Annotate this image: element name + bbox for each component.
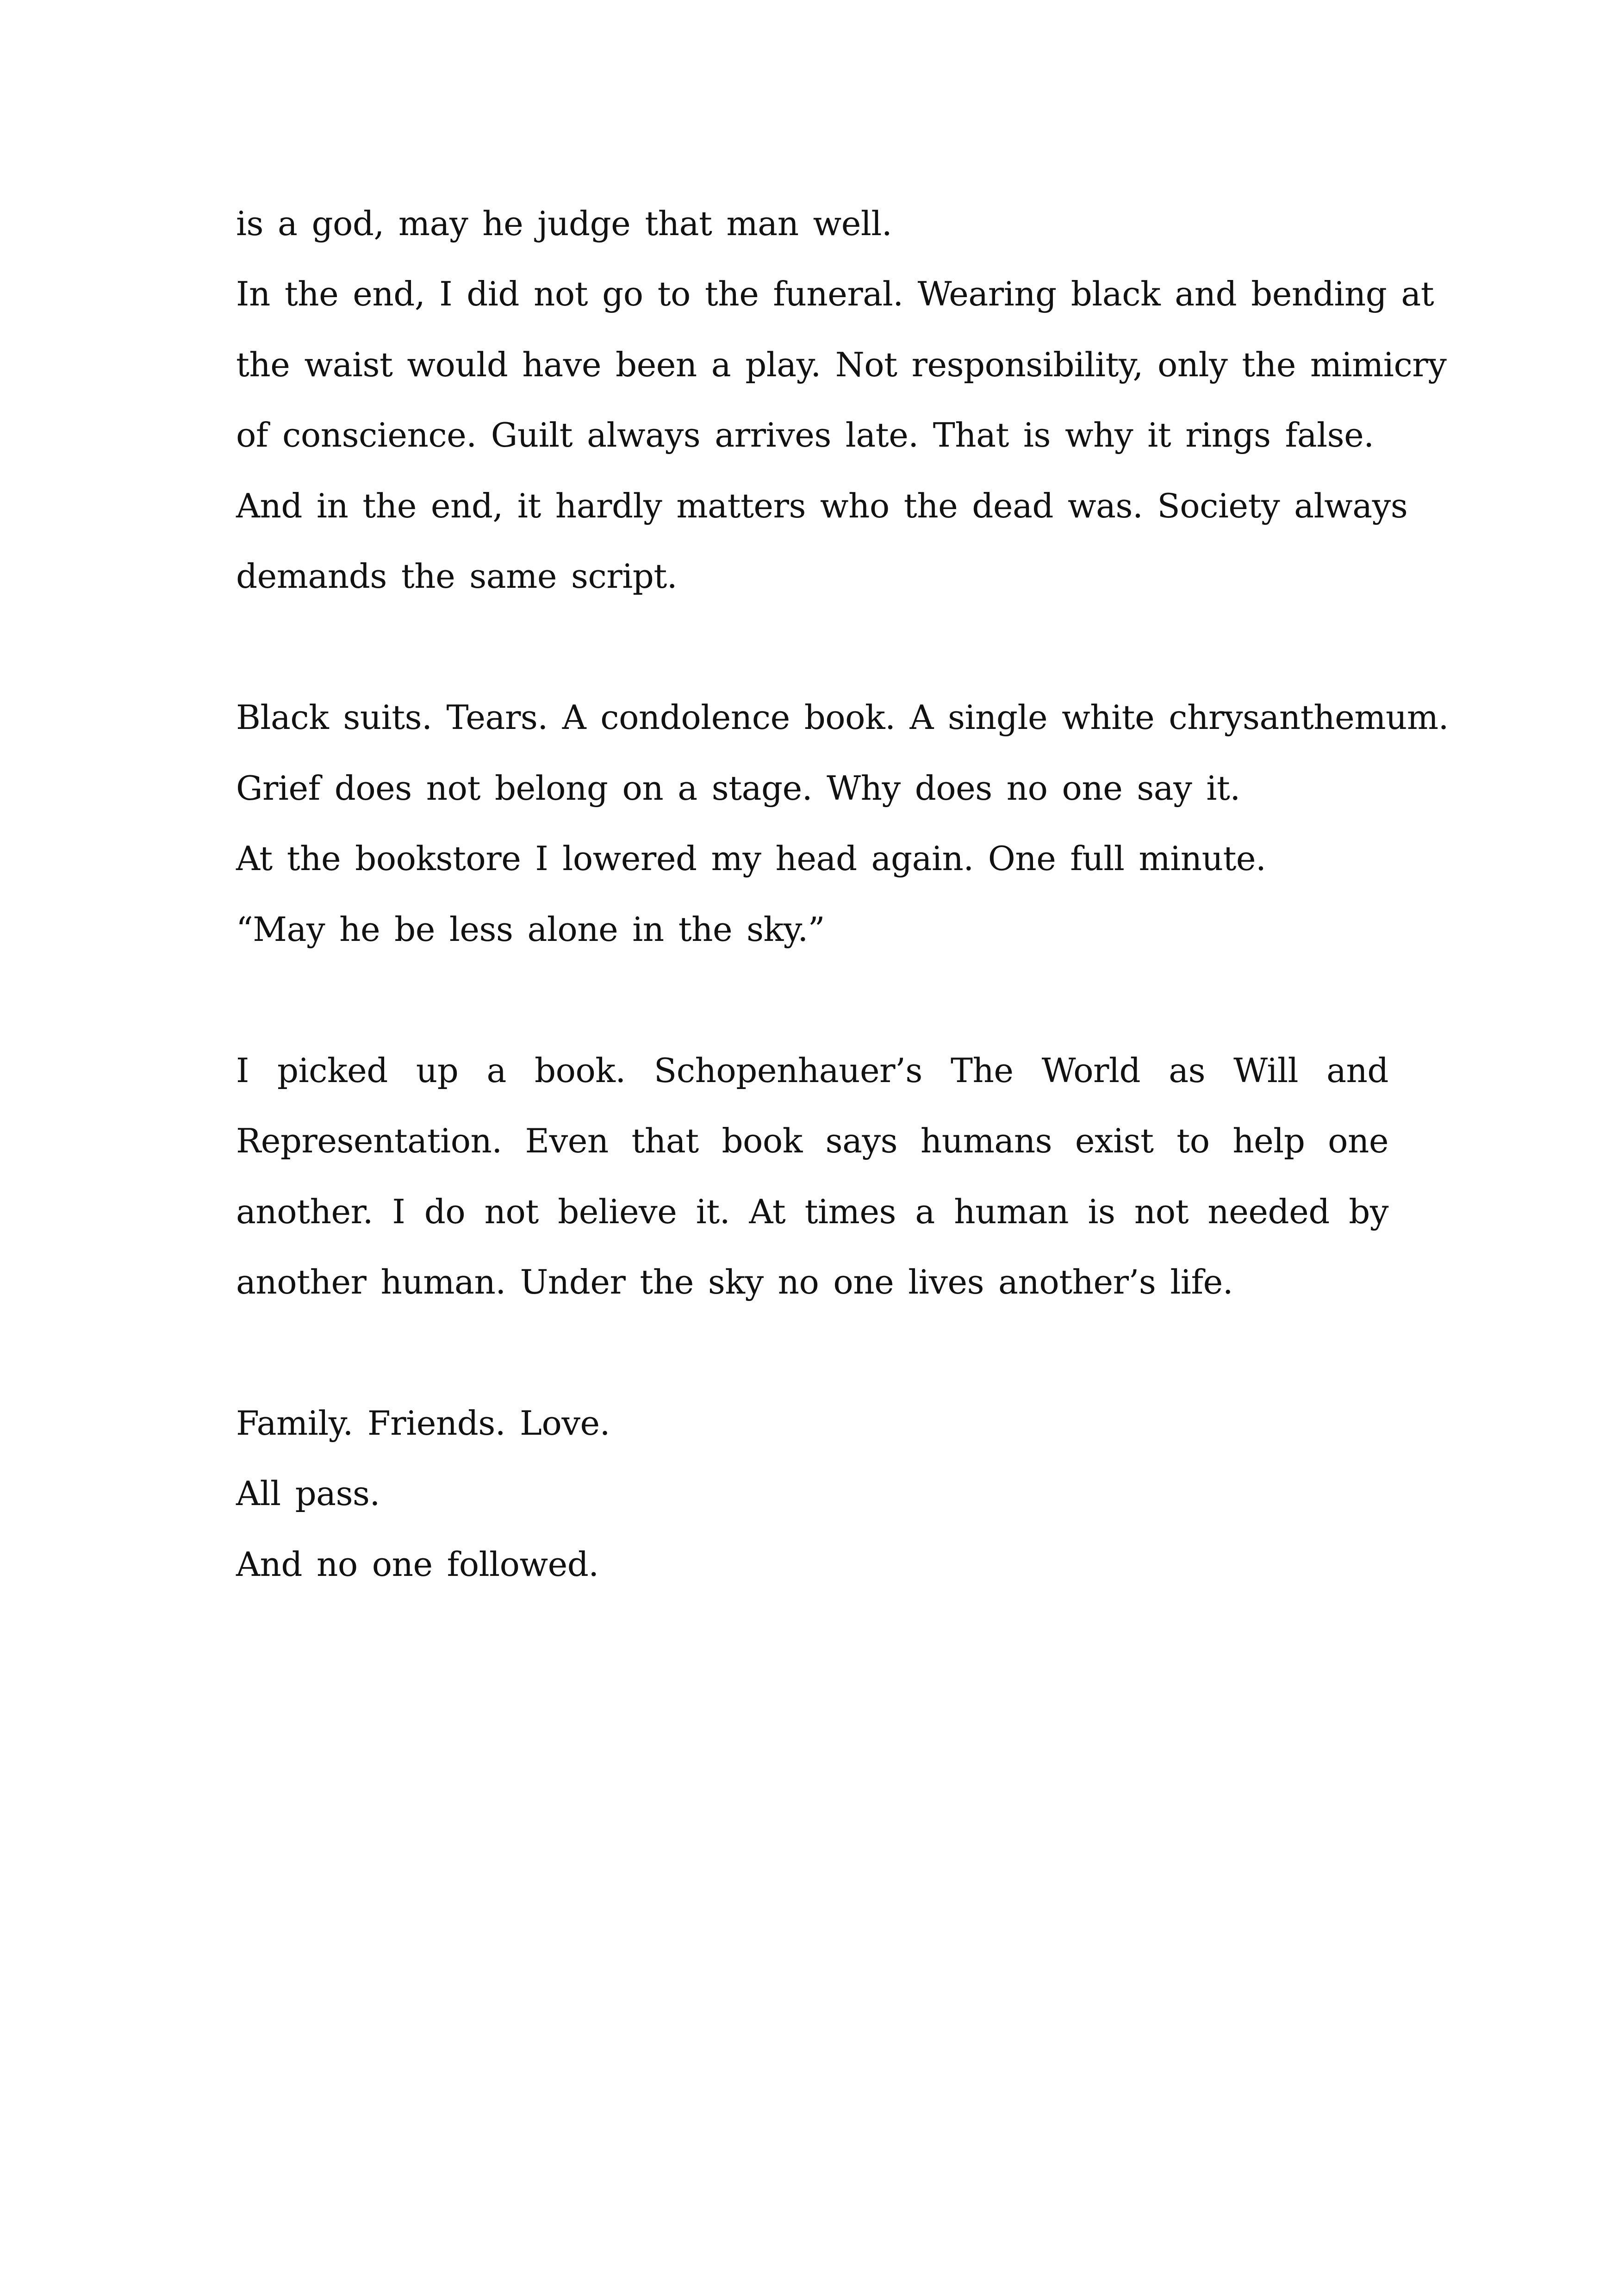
text-line-6: demands the same script. — [236, 557, 678, 596]
text-line-3: the waist would have been a play. Not responsibility, only the mimicry — [236, 345, 1447, 384]
text-line-1: is a god, may he judge that man well. — [236, 204, 892, 243]
text-line-12: Representation. Even that book says humans exist to help one — [236, 1121, 1388, 1160]
text-line-16: All pass. — [236, 1474, 380, 1513]
text-line-10: “May he be less alone in the sky.” — [236, 910, 825, 949]
text-line-9: At the bookstore I lowered my head again. One full minute. — [236, 839, 1266, 878]
text-line-4: of conscience. Guilt always arrives late. That is why it rings false. — [236, 416, 1374, 454]
text-line-14: another human. Under the sky no one lives another’s life. — [236, 1263, 1233, 1301]
text-line-17: And no one followed. — [236, 1545, 599, 1584]
text-line-15: Family. Friends. Love. — [236, 1404, 610, 1443]
text-line-5: And in the end, it hardly matters who the dead was. Society always — [236, 486, 1408, 525]
text-line-13: another. I do not believe it. At times a human is not needed by — [236, 1192, 1388, 1231]
text-line-2: In the end, I did not go to the funeral. Wearing black and bending at — [236, 274, 1434, 313]
text-line-8: Grief does not belong on a stage. Why does no one say it. — [236, 769, 1240, 808]
text-line-11: I picked up a book. Schopenhauer’s The World as Will and — [236, 1051, 1388, 1090]
text-line-7: Black suits. Tears. A condolence book. A single white chrysanthemum. — [236, 698, 1449, 737]
